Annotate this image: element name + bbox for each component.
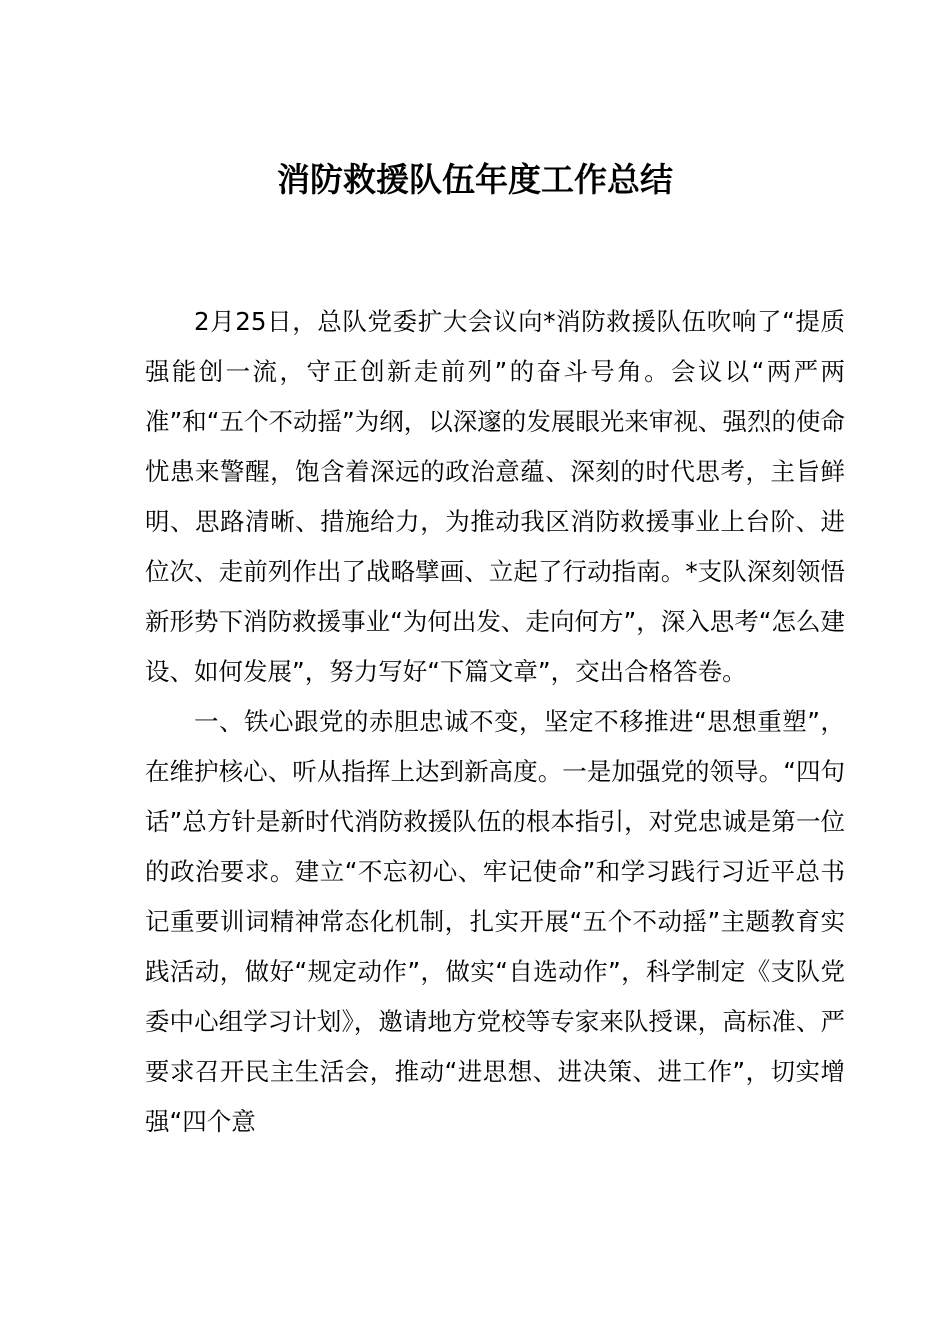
document-body [145,297,845,1147]
paragraph-intro: 2月25日，总队党委扩大会议向*消防救援队伍吹响了“提质强能创一流，守正创新走前列”的奋斗号角。会议以“两严两准”和“五个不动摇”为纲，以深邃的发展眼光来审视、强烈的使命忧患来警醒，饱含着深远的政治意蕴、深刻的时代思考，主旨鲜明、思路清晰、措施给力，为推动我区消防救援事业上台阶、进位次、走前列作出了战略擘画、立起了行动指南。*支队深刻领悟新形势下消防救援事业“为何出发、走向何方”，深入思考“怎么建设、如何发展”，努力写好“下篇文章”，交出合格答卷。 [145,307,845,686]
paragraph-section-one: 一、铁心跟党的赤胆忠诚不变，坚定不移推进“思想重塑”，在维护核心、听从指挥上达到新高度。一是加强党的领导。“四句话”总方针是新时代消防救援队伍的根本指引，对党忠诚是第一位的政治要求。建立“不忘初心、牢记使命”和学习践行习近平总书记重要训词精神常态化机制，扎实开展“五个不动摇”主题教育实践活动，做好“规定动作”，做实“自选动作”，科学制定《支队党委中心组学习计划》，邀请地方党校等专家来队授课，高标准、严要求召开民主生活会，推动“进思想、进决策、进工作”，切实增强“四个意 [145,707,845,1136]
document-title: 消防救援队伍年度工作总结 [277,160,673,199]
